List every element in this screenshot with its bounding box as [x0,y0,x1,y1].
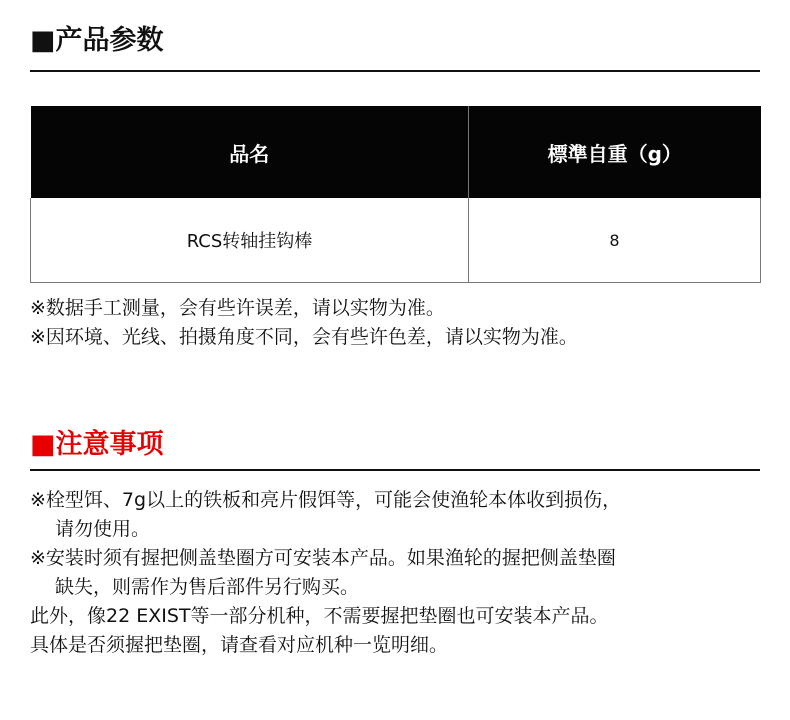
column-header-product-name: 品名 [31,106,469,198]
note-color-difference: ※因环境、光线、拍摄角度不同，会有些许色差，请以实物为准。 [30,326,578,348]
cautions-notes [30,486,621,660]
params-title-divider [30,70,760,72]
params-notes [30,294,578,352]
cautions-title-text: ■注意事项 [30,429,164,460]
params-section-title [30,24,164,58]
product-params-table [30,106,761,283]
cautions-section-title [30,428,164,462]
caution-handle-washer: ※安装时须有握把侧盖垫圈方可安装本产品。如果渔轮的握把侧盖垫圈 [30,547,616,569]
caution-lure-damage: ※栓型饵、7g以上的铁板和亮片假饵等，可能会使渔轮本体收到损伤， [30,489,622,511]
caution-exist-models: 此外，像22 EXIST等一部分机种，不需要握把垫圈也可安装本产品。 [30,605,609,627]
weight-cell: 8 [469,198,761,283]
column-header-standard-weight: 標準自重（g） [469,106,761,198]
product-name-cell: RCS转轴挂钩棒 [31,198,469,283]
table-row [31,198,761,283]
table-header-row [31,106,761,198]
caution-check-model-list: 具体是否须握把垫圈，请查看对应机种一览明细。 [30,634,449,656]
params-title-text: ■产品参数 [30,25,164,56]
note-measurement-error: ※数据手工测量，会有些许误差，请以实物为准。 [30,297,445,319]
cautions-title-divider [30,469,760,471]
caution-handle-washer-cont: 缺失，则需作为售后部件另行购买。 [55,576,360,598]
caution-lure-damage-cont: 请勿使用。 [55,518,151,540]
